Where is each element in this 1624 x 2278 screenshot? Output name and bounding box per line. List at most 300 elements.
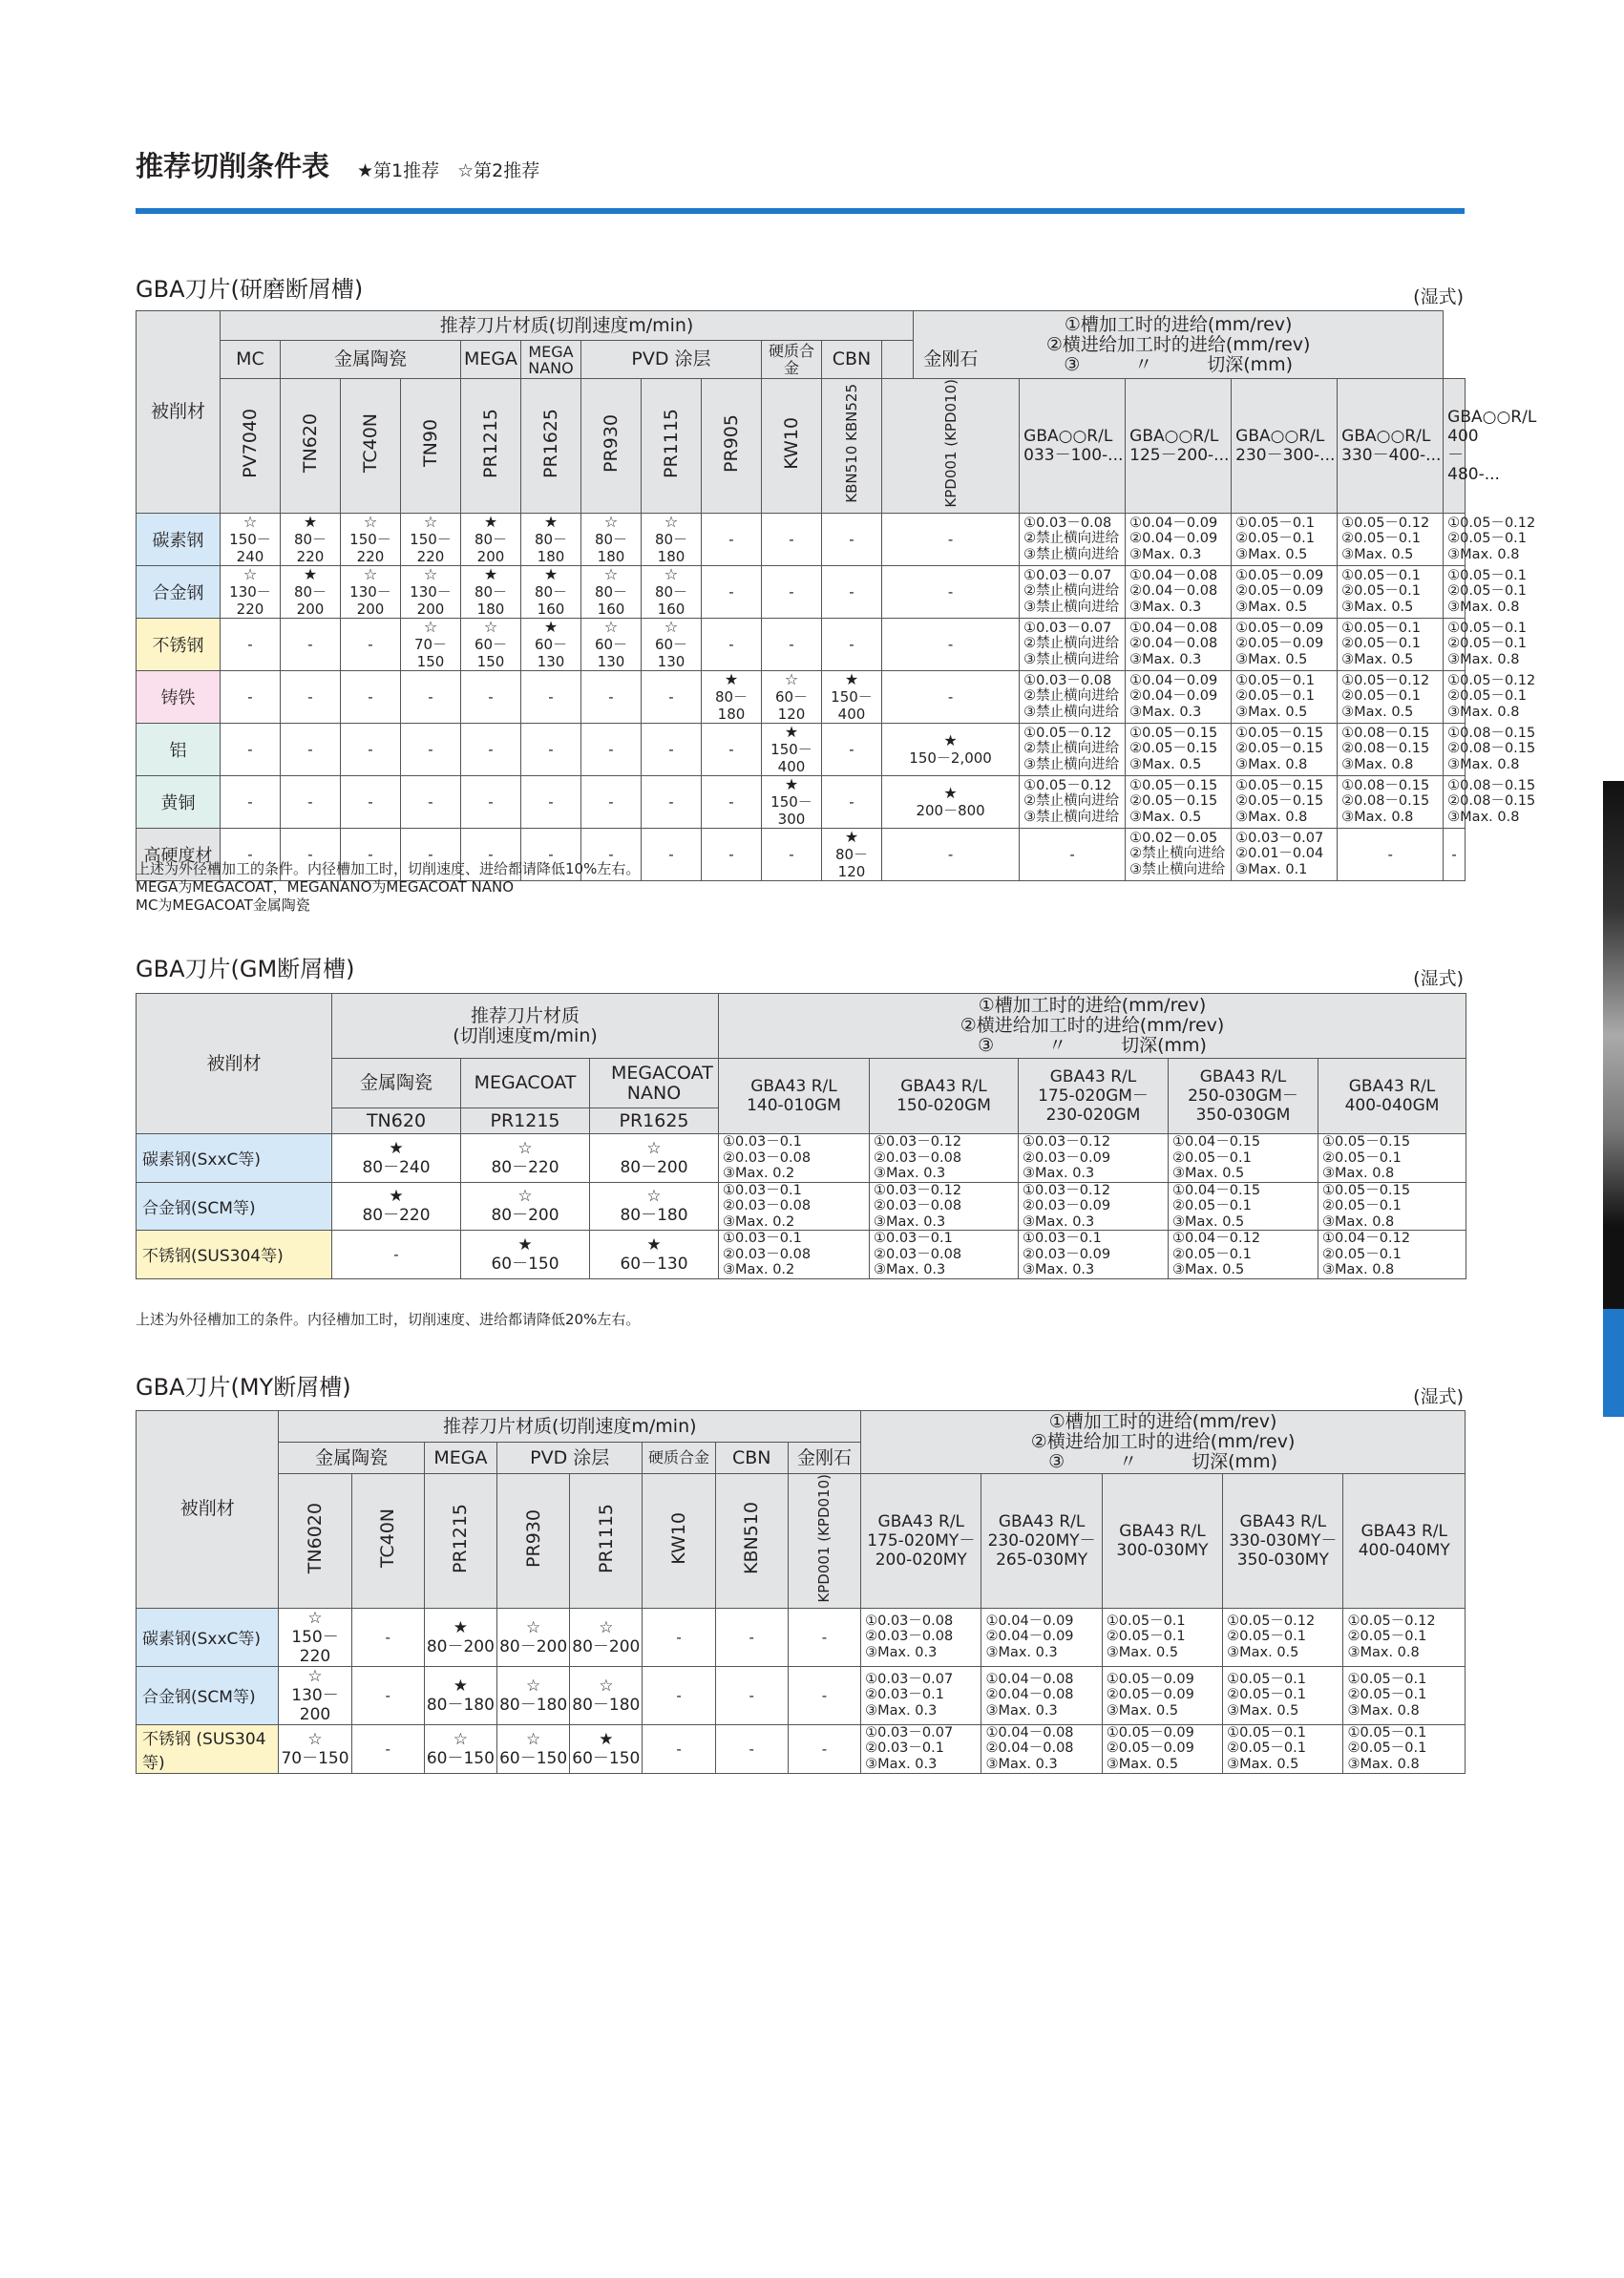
condition-line: ①0.05－0.12 (1341, 672, 1430, 688)
chip-line: GBA43 R/L (998, 1511, 1086, 1531)
condition-line: ③Max. 0.3 (985, 1644, 1058, 1660)
condition-line: ②禁止横向进给 (1023, 531, 1120, 547)
feed-condition-cell (1126, 723, 1232, 775)
second-recommendation-cell (497, 1608, 570, 1666)
grade-label: KW10 (668, 1511, 690, 1565)
second-recommendation-cell (642, 513, 702, 565)
table-row (137, 513, 1466, 565)
empty-cell (642, 775, 702, 828)
empty-cell (581, 670, 642, 723)
feed-condition-cell (1343, 1666, 1466, 1724)
cond-line-2: ②横进给加工时的进给(mm/rev) (960, 1015, 1225, 1036)
feed-condition-cell (1102, 1724, 1222, 1773)
condition-line: ①0.05－0.12 (1447, 672, 1536, 688)
outline-star-icon: ☆ (603, 617, 619, 636)
cutting-speed: 80－160 (534, 582, 568, 618)
feed-condition-cell (981, 1666, 1102, 1724)
table-row (137, 1724, 1466, 1773)
filled-star-icon: ★ (483, 564, 498, 583)
group-cermet: 金属陶瓷 (279, 1443, 424, 1474)
condition-line: ①0.04－0.12 (1322, 1231, 1411, 1246)
condition-line: ③Max. 0.3 (874, 1262, 946, 1277)
group-mega: MEGA (461, 341, 521, 379)
dash: - (247, 687, 253, 706)
dash: - (368, 687, 373, 706)
cutting-speed: 80－220 (491, 1157, 559, 1177)
empty-cell (521, 775, 581, 828)
grade-pr1215 (424, 1474, 496, 1609)
cond-line-3: ③ 〃 切深(mm) (978, 1035, 1207, 1056)
condition-line: ②0.03－0.09 (1023, 1198, 1111, 1213)
second-recommendation-cell (461, 1134, 590, 1183)
grade-pr1115 (642, 379, 702, 514)
condition-line: ①0.04－0.08 (1129, 567, 1218, 583)
chip-breaker-header (861, 1474, 981, 1609)
grade-pr1215 (461, 379, 521, 514)
feed-condition-cell (1444, 723, 1536, 775)
condition-line: ①0.05－0.1 (1106, 1613, 1186, 1629)
grade-label: KPD001 (KPD010) (815, 1474, 833, 1603)
empty-cell (341, 723, 401, 775)
condition-line: ①0.04－0.09 (985, 1613, 1074, 1629)
chip-line: GBA43 R/L (900, 1077, 987, 1096)
feed-condition-cell (1019, 1182, 1169, 1231)
grade-label: TN90 (420, 419, 441, 468)
condition-line: ①0.05－0.15 (1322, 1182, 1411, 1198)
condition-line: ③Max. 0.8 (1235, 809, 1308, 825)
condition-line: ②0.03－0.08 (874, 1198, 962, 1213)
empty-cell (1444, 828, 1466, 880)
second-recommendation-cell (570, 1608, 643, 1666)
condition-line: ③Max. 0.5 (1235, 599, 1308, 615)
condition-line: ③Max. 0.8 (1322, 1213, 1395, 1230)
outline-star-icon: ☆ (603, 564, 619, 583)
condition-line: ②禁止横向进给 (1023, 688, 1120, 705)
filled-star-icon: ★ (453, 1617, 469, 1637)
dash: - (728, 740, 734, 758)
filled-star-icon: ★ (303, 512, 318, 531)
condition-line: ②0.08－0.15 (1341, 793, 1430, 810)
cutting-speed: 80－200 (491, 1206, 559, 1226)
outline-star-icon: ☆ (423, 617, 438, 636)
condition-line: ③Max. 0.8 (1235, 756, 1308, 772)
grade-kpd001-kpd010 (882, 379, 1020, 514)
condition-line: ②0.05－0.1 (1341, 688, 1421, 705)
dash: - (749, 1686, 754, 1704)
condition-line: ①0.05－0.1 (1341, 567, 1421, 583)
empty-cell (1338, 828, 1444, 880)
condition-line: ②禁止横向进给 (1023, 583, 1120, 600)
condition-line: ①0.05－0.15 (1129, 777, 1218, 793)
dash: - (947, 635, 954, 653)
condition-line: ①0.04－0.09 (1129, 515, 1218, 531)
chip-line: GBA43 R/L (1199, 1067, 1287, 1086)
material-cell: 不锈钢 (137, 618, 221, 670)
material-cell: 碳素钢 (137, 513, 221, 565)
condition-line: ②0.05－0.1 (1322, 1150, 1402, 1166)
dash: - (789, 845, 794, 863)
material-cell: 不锈钢(SUS304等) (137, 1231, 332, 1279)
feed-condition-cell (719, 1182, 870, 1231)
dash: - (821, 1740, 828, 1758)
condition-line: ①0.03－0.08 (1023, 515, 1112, 531)
cutting-speed: 60－150 (499, 1748, 568, 1768)
group-mega: MEGA (424, 1443, 496, 1474)
dash: - (608, 845, 614, 863)
second-recommendation-cell (581, 565, 642, 618)
outline-star-icon: ☆ (664, 617, 679, 636)
feed-condition-cell (1169, 1182, 1318, 1231)
condition-line: ②0.05－0.1 (1227, 1740, 1306, 1757)
condition-line: ③禁止横向进给 (1023, 546, 1120, 562)
condition-line: ①0.05－0.15 (1235, 777, 1324, 793)
condition-line: ①0.05－0.1 (1347, 1724, 1427, 1740)
feed-condition-cell (1223, 1724, 1343, 1773)
dash: - (849, 530, 854, 548)
condition-line: ③Max. 0.8 (1347, 1644, 1420, 1660)
grade-label: PR1215 (480, 408, 501, 478)
recommendation-legend: ★第1推荐 ☆第2推荐 (357, 160, 540, 181)
first-recommendation-cell (882, 775, 1020, 828)
dash: - (307, 687, 313, 706)
chip-line: 150-020GM (896, 1096, 991, 1115)
filled-star-icon: ★ (543, 512, 559, 531)
empty-cell (715, 1666, 788, 1724)
cutting-speed: 80－200 (293, 582, 327, 618)
chip-breaker-header (1444, 379, 1537, 514)
condition-line: ③Max. 0.1 (1235, 861, 1308, 877)
empty-cell (882, 565, 1020, 618)
material-cell: 铸铁 (137, 670, 221, 723)
cutting-speed: 130－200 (291, 1685, 339, 1724)
second-recommendation-cell (497, 1666, 570, 1724)
dash: - (668, 740, 674, 758)
table-row (137, 565, 1466, 618)
chip-line: 400－480-... (1447, 426, 1500, 484)
dash: - (428, 792, 433, 811)
empty-cell (221, 670, 281, 723)
cutting-speed: 60－130 (620, 1254, 688, 1274)
cutting-table-my (136, 1410, 1466, 1774)
condition-line: ①0.05－0.1 (1447, 567, 1528, 583)
outline-star-icon: ☆ (307, 1666, 323, 1686)
second-recommendation-cell (341, 565, 401, 618)
first-recommendation-cell (332, 1182, 461, 1231)
cutting-speed: 150－220 (349, 530, 391, 565)
condition-line: ①0.05－0.1 (1341, 620, 1421, 636)
outline-star-icon: ☆ (307, 1608, 323, 1628)
empty-cell (221, 723, 281, 775)
second-recommendation-cell (341, 513, 401, 565)
grade-label: PR1625 (619, 1109, 689, 1131)
feed-condition-cell (1020, 565, 1126, 618)
cutting-speed: 150－220 (291, 1627, 339, 1666)
chip-line: 400-040GM (1344, 1096, 1440, 1115)
cutting-speed: 80－180 (714, 687, 749, 723)
first-recommendation-cell (521, 513, 581, 565)
feed-condition-cell (1318, 1231, 1466, 1279)
cond-line-1: ①槽加工时的进给(mm/rev) (1064, 313, 1293, 335)
feed-condition-cell (1126, 565, 1232, 618)
empty-cell (401, 775, 461, 828)
condition-line: ①0.05－0.09 (1106, 1671, 1194, 1687)
condition-line: ②0.08－0.15 (1341, 741, 1430, 757)
outline-star-icon: ☆ (423, 512, 438, 531)
group-pvd: PVD 涂层 (581, 341, 762, 379)
empty-cell (521, 723, 581, 775)
material-cell: 不锈钢 (SUS304等) (137, 1724, 279, 1773)
chip-line: 175-020MY－ (867, 1530, 976, 1550)
condition-line: ②0.05－0.1 (1172, 1246, 1252, 1262)
condition-line: ①0.04－0.15 (1172, 1134, 1261, 1150)
feed-condition-cell (1444, 565, 1528, 618)
condition-line: ①0.05－0.1 (1447, 620, 1528, 636)
condition-line: ①0.03－0.08 (865, 1613, 954, 1629)
feed-condition-cell (1126, 775, 1232, 828)
condition-line: ②0.05－0.15 (1129, 741, 1218, 757)
condition-line: ②0.05－0.1 (1341, 583, 1421, 600)
chip-line: 140-010GM (747, 1096, 841, 1115)
filled-star-icon: ★ (389, 1187, 404, 1207)
first-recommendation-cell (822, 828, 882, 880)
dash: - (676, 1740, 682, 1758)
condition-line: ②禁止横向进给 (1129, 846, 1226, 862)
condition-line: ②0.05－0.15 (1129, 793, 1218, 810)
grade-label: PV7040 (240, 408, 261, 478)
empty-cell (762, 618, 822, 670)
grade-label: PR930 (601, 413, 622, 473)
condition-line: ③Max. 0.8 (1347, 1756, 1420, 1772)
feed-condition-cell (1020, 775, 1126, 828)
empty-cell (581, 775, 642, 828)
grade-tc40n (351, 1474, 424, 1609)
condition-line: ③Max. 0.3 (985, 1756, 1058, 1772)
outline-star-icon: ☆ (664, 512, 679, 531)
condition-line: ③Max. 0.5 (1172, 1262, 1245, 1277)
condition-line: ②0.01－0.04 (1235, 846, 1324, 862)
condition-line: ①0.05－0.12 (1023, 777, 1112, 793)
group-megacoat-nano: MEGACOAT NANO (590, 1059, 719, 1108)
feed-condition-cell (1338, 565, 1444, 618)
grade-label: PR1115 (595, 1503, 617, 1573)
condition-line: ③Max. 0.3 (985, 1702, 1058, 1719)
empty-cell (643, 1666, 715, 1724)
group-mc: MC (221, 341, 281, 379)
dash: - (247, 635, 253, 653)
condition-line: ③Max. 0.5 (1235, 546, 1308, 562)
grade-tn620 (281, 379, 341, 514)
chip-line: GBA43 R/L (877, 1511, 965, 1531)
second-recommendation-cell (497, 1724, 570, 1773)
dash: - (368, 792, 373, 811)
page-title: 推荐切削条件表 (136, 150, 330, 182)
chip-line: 200-020MY (875, 1550, 967, 1570)
empty-cell (715, 1724, 788, 1773)
outline-star-icon: ☆ (453, 1729, 469, 1749)
chip-breaker-header (1169, 1059, 1318, 1134)
condition-line: ③Max. 0.3 (865, 1756, 938, 1772)
empty-cell (642, 828, 702, 880)
feed-condition-cell (1338, 723, 1444, 775)
grade-pr1625 (521, 379, 581, 514)
feed-condition-cell (1343, 1724, 1466, 1773)
header-material: 被削材 (137, 1411, 279, 1609)
condition-line: ③Max. 0.3 (1129, 651, 1202, 667)
empty-cell (281, 775, 341, 828)
cutting-speed: 150－400 (831, 687, 873, 723)
filled-star-icon: ★ (543, 617, 559, 636)
condition-line: ②0.05－0.1 (1341, 531, 1421, 547)
condition-line: ②0.05－0.1 (1235, 688, 1315, 705)
filled-star-icon: ★ (784, 722, 799, 741)
empty-cell (461, 775, 521, 828)
chip-breaker-header (1223, 1474, 1343, 1609)
feed-condition-cell (1318, 1134, 1466, 1183)
chip-line: GBA43 R/L (1360, 1521, 1447, 1541)
condition-line: ①0.03－0.1 (723, 1134, 802, 1150)
grade-pr930 (497, 1474, 570, 1609)
first-recommendation-cell (882, 723, 1020, 775)
empty-cell (281, 723, 341, 775)
condition-line: ③Max. 0.8 (1322, 1166, 1395, 1181)
grade-label: KBN510 KBN525 (843, 383, 860, 503)
dash: - (428, 687, 433, 706)
second-recommendation-cell (642, 565, 702, 618)
second-recommendation-cell (424, 1724, 496, 1773)
outline-star-icon: ☆ (525, 1729, 541, 1749)
grade-label: PR930 (522, 1508, 544, 1568)
empty-cell (882, 670, 1020, 723)
second-recommendation-cell (581, 513, 642, 565)
feed-condition-cell (870, 1182, 1019, 1231)
condition-line: ③Max. 0.8 (1347, 1702, 1420, 1719)
dash: - (428, 740, 433, 758)
cutting-speed: 60－150 (491, 1254, 559, 1274)
empty-cell (341, 775, 401, 828)
empty-cell (715, 1608, 788, 1666)
dash: - (947, 687, 954, 706)
first-recommendation-cell (521, 565, 581, 618)
feed-condition-cell (1223, 1608, 1343, 1666)
outline-star-icon: ☆ (664, 564, 679, 583)
condition-line: ①0.05－0.12 (1227, 1613, 1316, 1629)
cutting-speed: 80－180 (426, 1695, 495, 1715)
dash: - (307, 740, 313, 758)
dash: - (728, 792, 734, 811)
condition-line: ②0.05－0.1 (1227, 1629, 1306, 1645)
dash: - (849, 740, 854, 758)
condition-line: ③Max. 0.8 (1447, 546, 1520, 562)
dash: - (728, 582, 734, 601)
dash: - (385, 1740, 390, 1758)
empty-cell (788, 1724, 860, 1773)
empty-cell (822, 618, 882, 670)
condition-line: ②0.04－0.08 (985, 1740, 1074, 1757)
empty-cell (401, 723, 461, 775)
empty-cell (822, 513, 882, 565)
outline-star-icon: ☆ (646, 1187, 662, 1207)
feed-condition-cell (1126, 618, 1232, 670)
condition-line: ③Max. 0.8 (1447, 809, 1520, 825)
feed-condition-cell (1169, 1231, 1318, 1279)
condition-line: ①0.03－0.07 (865, 1671, 954, 1687)
condition-line: ②禁止横向进给 (1023, 793, 1120, 810)
condition-line: ③Max. 0.5 (1129, 809, 1202, 825)
material-cell: 高硬度材 (137, 828, 221, 880)
condition-line: ②0.05－0.1 (1447, 583, 1528, 600)
condition-line: ①0.04－0.08 (985, 1724, 1074, 1740)
empty-cell (1020, 828, 1126, 880)
empty-cell (762, 513, 822, 565)
dash: - (947, 530, 954, 548)
condition-line: ②0.05－0.1 (1322, 1198, 1402, 1213)
second-recommendation-cell (279, 1608, 351, 1666)
chip-breaker-header (1232, 379, 1338, 514)
outline-star-icon: ☆ (483, 617, 498, 636)
table-row (137, 1182, 1466, 1231)
chip-line: 400-040MY (1358, 1540, 1450, 1560)
condition-line: ②0.05－0.09 (1106, 1740, 1194, 1757)
empty-cell (762, 828, 822, 880)
material-cell: 铝 (137, 723, 221, 775)
filled-star-icon: ★ (483, 512, 498, 531)
feed-condition-cell (1338, 618, 1444, 670)
condition-line: ③禁止横向进给 (1023, 809, 1120, 825)
condition-line: ①0.05－0.15 (1235, 725, 1324, 741)
empty-cell (788, 1666, 860, 1724)
outline-star-icon: ☆ (307, 1729, 323, 1749)
first-recommendation-cell (461, 513, 521, 565)
condition-line: ③Max. 0.3 (874, 1213, 946, 1230)
chip-breaker-header (1338, 379, 1444, 514)
first-recommendation-cell (590, 1231, 719, 1279)
feed-condition-cell (1232, 618, 1338, 670)
condition-line: ③禁止横向进给 (1023, 704, 1120, 720)
cutting-speed: 80－180 (474, 582, 508, 618)
condition-line: ①0.04－0.08 (985, 1671, 1074, 1687)
feed-condition-cell (1020, 670, 1126, 723)
cutting-speed: 80－180 (620, 1206, 688, 1226)
dash: - (307, 845, 313, 863)
grade-tn90 (401, 379, 461, 514)
dash: - (676, 1628, 682, 1646)
condition-line: ①0.03－0.07 (1023, 620, 1112, 636)
condition-line: ②0.05－0.15 (1235, 741, 1324, 757)
cond-line-2: ②横进给加工时的进给(mm/rev) (1045, 333, 1311, 355)
condition-line: ②0.05－0.1 (1347, 1740, 1427, 1757)
cutting-speed: 60－150 (572, 1748, 641, 1768)
condition-line: ②0.05－0.1 (1172, 1198, 1252, 1213)
dash: - (728, 635, 734, 653)
grade-pr930 (581, 379, 642, 514)
empty-cell (762, 565, 822, 618)
condition-line: ③Max. 0.8 (1341, 756, 1414, 772)
cutting-speed: 150－2,000 (909, 749, 992, 767)
chip-line: 250-030GM－ (1188, 1086, 1298, 1106)
condition-line: ①0.03－0.07 (865, 1724, 954, 1740)
second-recommendation-cell (461, 618, 521, 670)
outline-star-icon: ☆ (363, 564, 378, 583)
condition-line: ③Max. 0.5 (1227, 1756, 1299, 1772)
second-recommendation-cell (590, 1182, 719, 1231)
condition-line: ①0.05－0.1 (1235, 672, 1315, 688)
cutting-speed: 60－130 (654, 635, 688, 670)
feed-condition-cell (1232, 723, 1338, 775)
condition-line: ③Max. 0.5 (1235, 704, 1308, 720)
condition-line: ③Max. 0.5 (1341, 704, 1414, 720)
side-tab-marker (1603, 1309, 1624, 1417)
condition-line: ③Max. 0.3 (865, 1644, 938, 1660)
